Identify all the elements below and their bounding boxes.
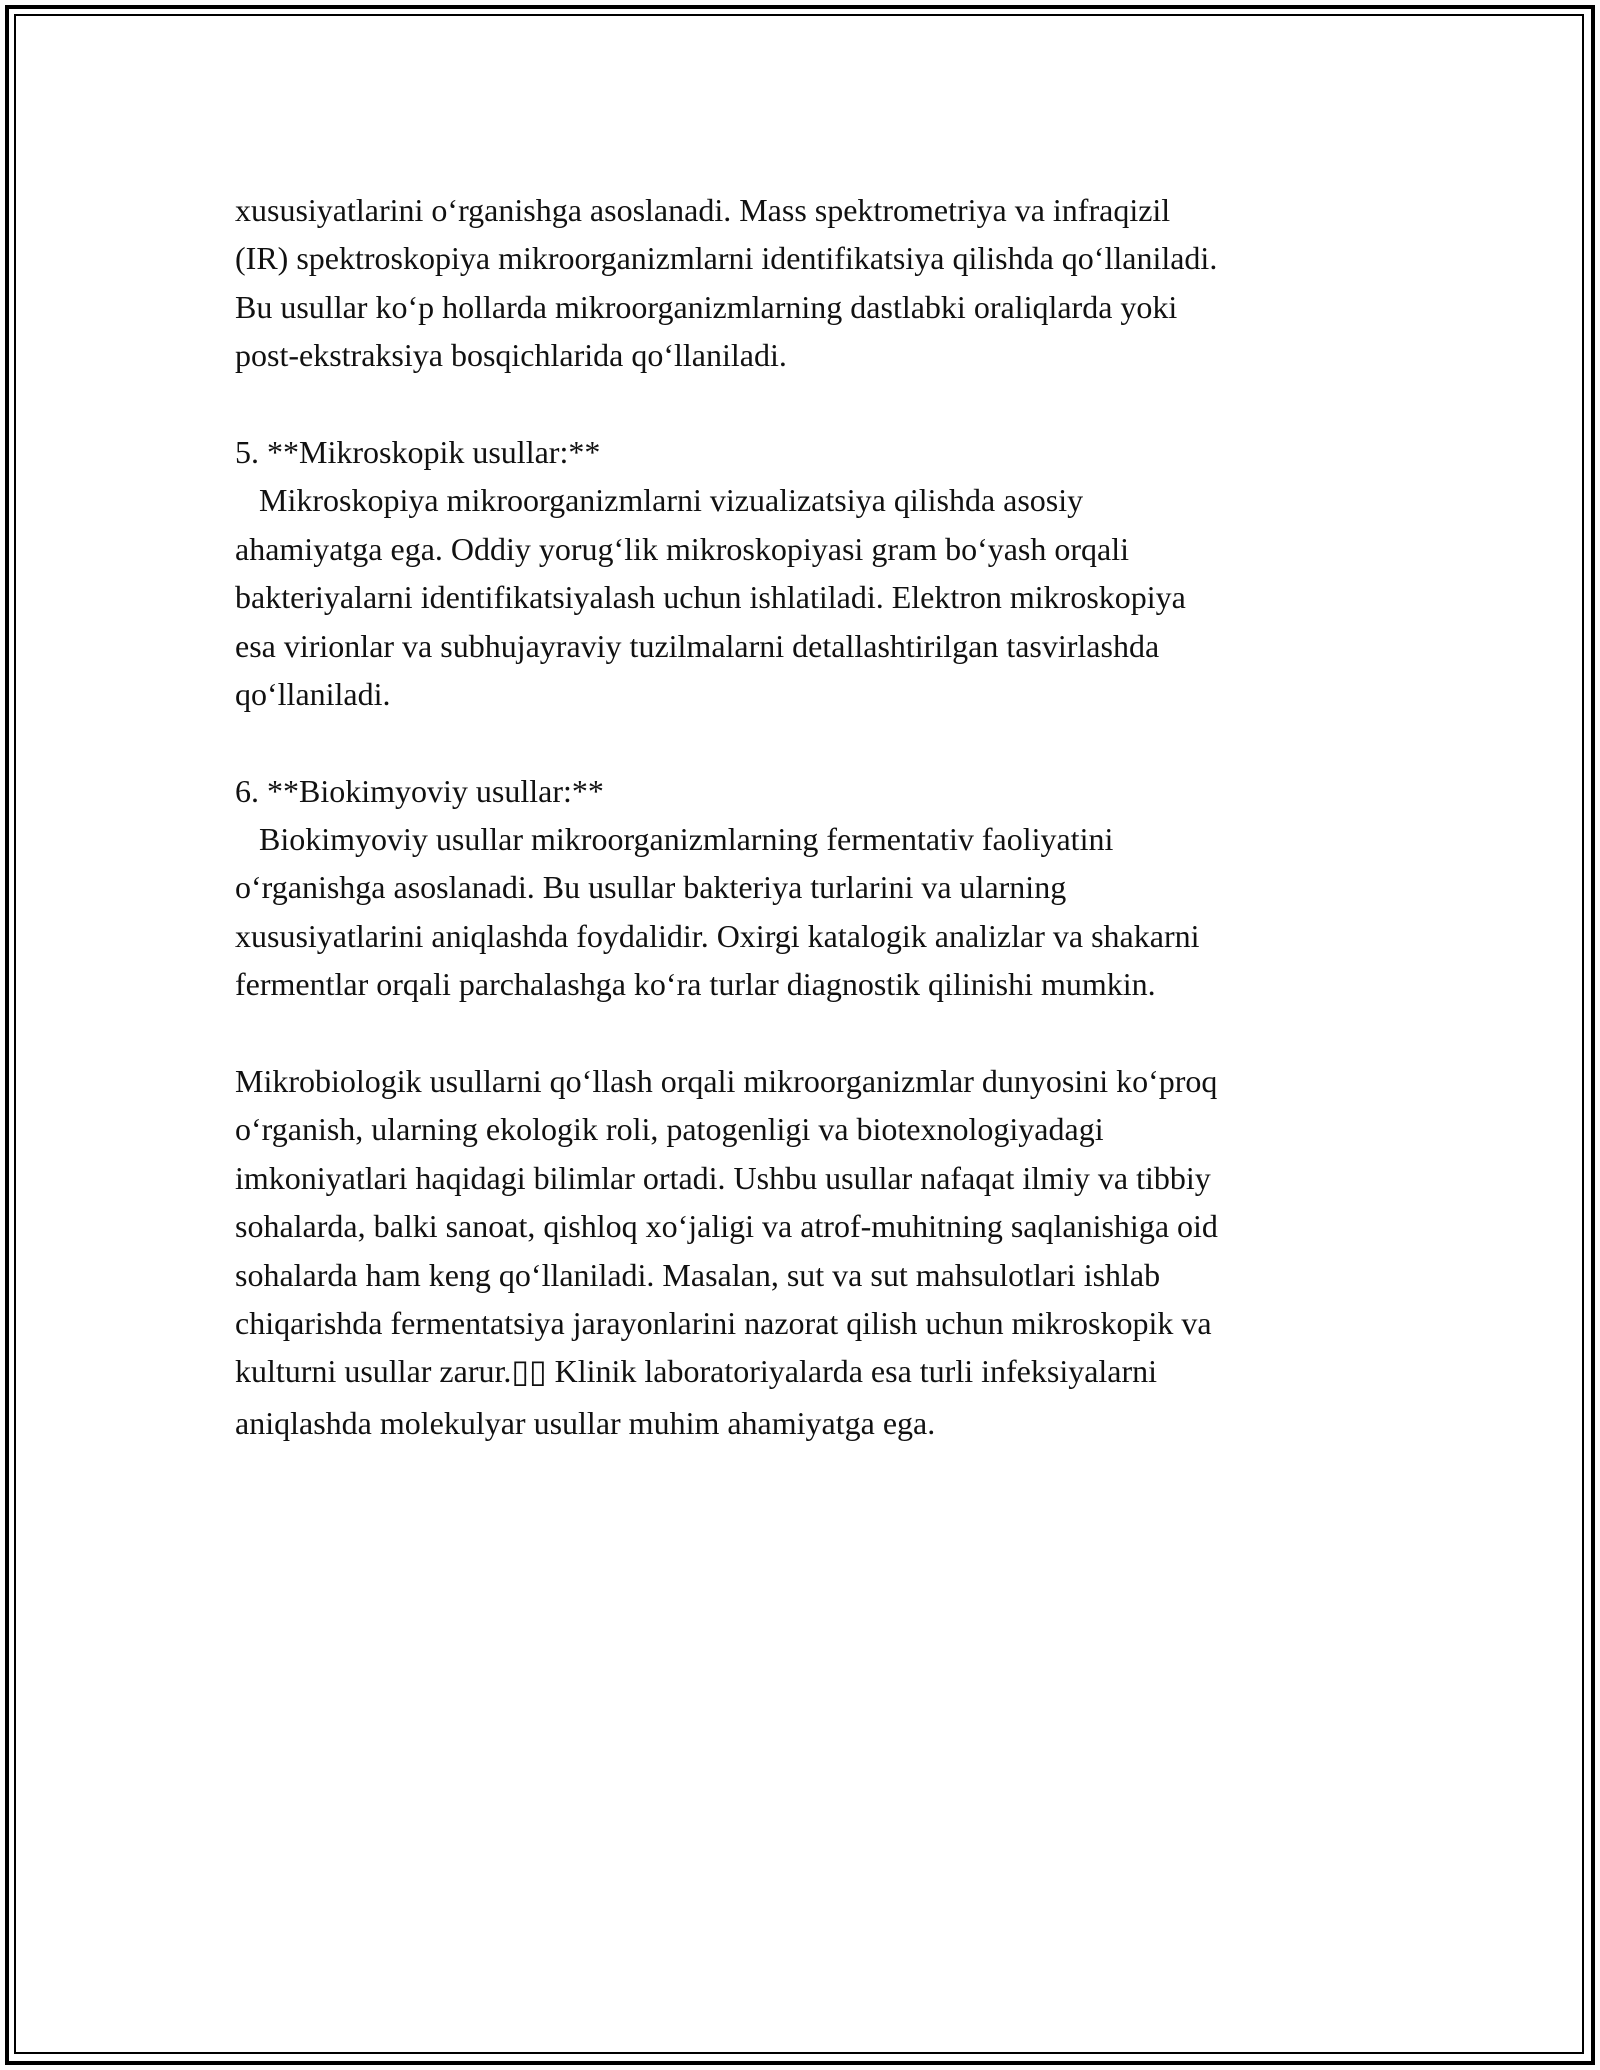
section-6 — [235, 767, 1375, 1009]
document-body — [235, 186, 1375, 1448]
text-line: imkoniyatlari haqidagi bilimlar ortadi. Ushbu usullar nafaqat ilmiy va tibbiy — [235, 1159, 1211, 1196]
text-line: chiqarishda fermentatsiya jarayonlarini nazorat qilish uchun mikroskopik va — [235, 1304, 1212, 1341]
text-line: xususiyatlarini o‘rganishga asoslanadi. Mass spektrometriya va infraqizil — [235, 192, 1171, 228]
text-line: aniqlashda molekulyar usullar muhim ahamiyatga ega. — [235, 1405, 936, 1442]
text-line: xususiyatlarini aniqlashda foydalidir. Oxirgi katalogik analizlar va shakarni — [235, 917, 1200, 954]
text-line: (IR) spektroskopiya mikroorganizmlarni identifikatsiya qilishda qo‘llaniladi. — [235, 240, 1218, 277]
text-line: Bu usullar ko‘p hollarda mikroorganizmlarning dastlabki oraliqlarda yoki — [235, 288, 1178, 325]
text-line: o‘rganish, ularning ekologik roli, patogenligi va biotexnologiyadagi — [235, 1111, 1104, 1148]
text-line: post-ekstraksiya bosqichlarida qo‘llaniladi. — [235, 337, 787, 374]
paragraph-gap — [235, 380, 1375, 428]
text-line: Mikroskopiya mikroorganizmlarni vizualizatsiya qilishda asosiy — [235, 482, 1084, 519]
text-line: ahamiyatga ega. Oddiy yorug‘lik mikroskopiyasi gram bo‘yash orqali — [235, 530, 1130, 567]
text-line: bakteriyalarni identifikatsiyalash uchun ishlatiladi. Elektron mikroskopiya — [235, 579, 1186, 616]
intro-paragraph — [235, 186, 1375, 380]
text-line: Mikrobiologik usullarni qo‘llash orqali mikroorganizmlar dunyosini ko‘proq — [235, 1063, 1218, 1100]
section-heading: 5. **Mikroskopik usullar:** — [235, 433, 601, 470]
text-line: qo‘llaniladi. — [235, 675, 391, 712]
conclusion-paragraph — [235, 1057, 1375, 1448]
text-line: fermentlar orqali parchalashga ko‘ra turlar diagnostik qilinishi mumkin. — [235, 966, 1156, 1003]
text-line: esa virionlar va subhujayraviy tuzilmalarni detallashtirilgan tasvirlashda — [235, 627, 1160, 664]
paragraph-gap — [235, 1009, 1375, 1057]
text-line: sohalarda, balki sanoat, qishloq xo‘jaligi va atrof-muhitning saqlanishiga oid — [235, 1208, 1218, 1245]
paragraph-gap — [235, 718, 1375, 766]
text-line: o‘rganishga asoslanadi. Bu usullar bakteriya turlarini va ularning — [235, 869, 1067, 906]
text-line: sohalarda ham keng qo‘llaniladi. Masalan, sut va sut mahsulotlari ishlab — [235, 1256, 1161, 1293]
section-heading: 6. **Biokimyoviy usullar:** — [235, 772, 604, 809]
text-line: Biokimyoviy usullar mikroorganizmlarning fermentativ faoliyatini — [235, 821, 1114, 858]
text-line: kulturni usullar zarur.▯▯ Klinik laboratoriyalarda esa turli infeksiyalarni — [235, 1353, 1158, 1390]
section-5 — [235, 428, 1375, 718]
